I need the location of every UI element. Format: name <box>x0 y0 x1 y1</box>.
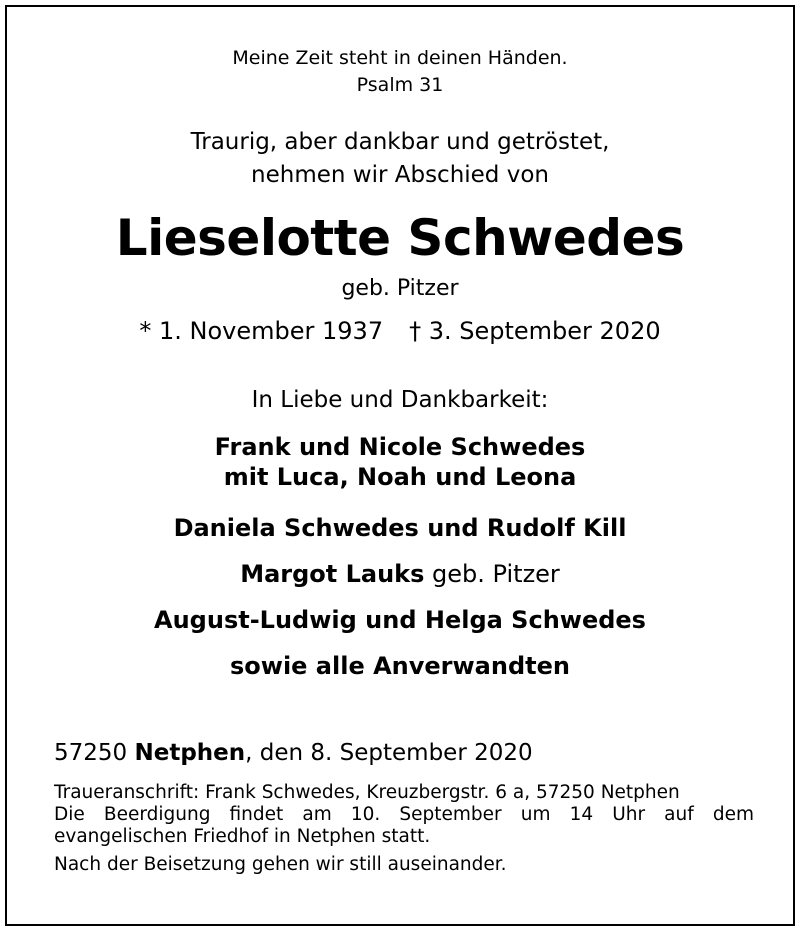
life-dates <box>7 317 793 345</box>
city-name: Netphen <box>134 740 246 766</box>
funeral-word: am <box>302 804 332 825</box>
deceased-name: Lieselotte Schwedes <box>115 209 685 267</box>
family-entry-1-line-2: mit Luca, Noah und Leona <box>223 463 577 491</box>
verse-line-1: Meine Zeit steht in deinen Händen. <box>232 47 568 69</box>
family-entry-3 <box>7 560 793 588</box>
funeral-word: Die <box>54 804 85 825</box>
funeral-info-line-1 <box>54 804 754 826</box>
family-entry-3-name: Margot Lauks <box>240 560 425 588</box>
funeral-word: findet <box>229 804 284 825</box>
birth-name: geb. Pitzer <box>341 276 459 301</box>
funeral-word: um <box>520 804 551 825</box>
notice-date: , den 8. September 2020 <box>245 740 533 766</box>
obituary-notice <box>5 5 795 926</box>
closing-note: Nach der Beisetzung gehen wir still auseinander. <box>54 854 507 875</box>
family-entry-5: sowie alle Anverwandten <box>230 652 570 680</box>
place-date-line <box>54 740 754 766</box>
funeral-word: dem <box>712 804 754 825</box>
family-entry-1-line-1: Frank und Nicole Schwedes <box>214 433 586 461</box>
funeral-word: 10. <box>350 804 381 825</box>
verse-reference: Psalm 31 <box>356 74 444 96</box>
mourning-address: Traueranschrift: Frank Schwedes, Kreuzbergstr. 6 a, 57250 Netphen <box>54 782 680 803</box>
funeral-word: 14 <box>569 804 594 825</box>
intro-line-1: Traurig, aber dankbar und getröstet, <box>190 129 610 155</box>
funeral-info-line-2: evangelischen Friedhof in Netphen statt. <box>54 826 431 847</box>
funeral-word: auf <box>664 804 694 825</box>
birth-date: * 1. November 1937 <box>139 317 384 345</box>
intro-line-2: nehmen wir Abschied von <box>251 162 549 188</box>
funeral-word: September <box>399 804 502 825</box>
family-heading: In Liebe und Dankbarkeit: <box>251 387 549 413</box>
family-entry-2: Daniela Schwedes und Rudolf Kill <box>173 514 627 542</box>
family-entry-4: August-Ludwig und Helga Schwedes <box>154 606 646 634</box>
family-entry-3-suffix: geb. Pitzer <box>424 560 560 588</box>
death-date: † 3. September 2020 <box>409 317 661 345</box>
funeral-word: Uhr <box>612 804 646 825</box>
zip-code: 57250 <box>54 740 135 766</box>
funeral-word: Beerdigung <box>103 804 211 825</box>
